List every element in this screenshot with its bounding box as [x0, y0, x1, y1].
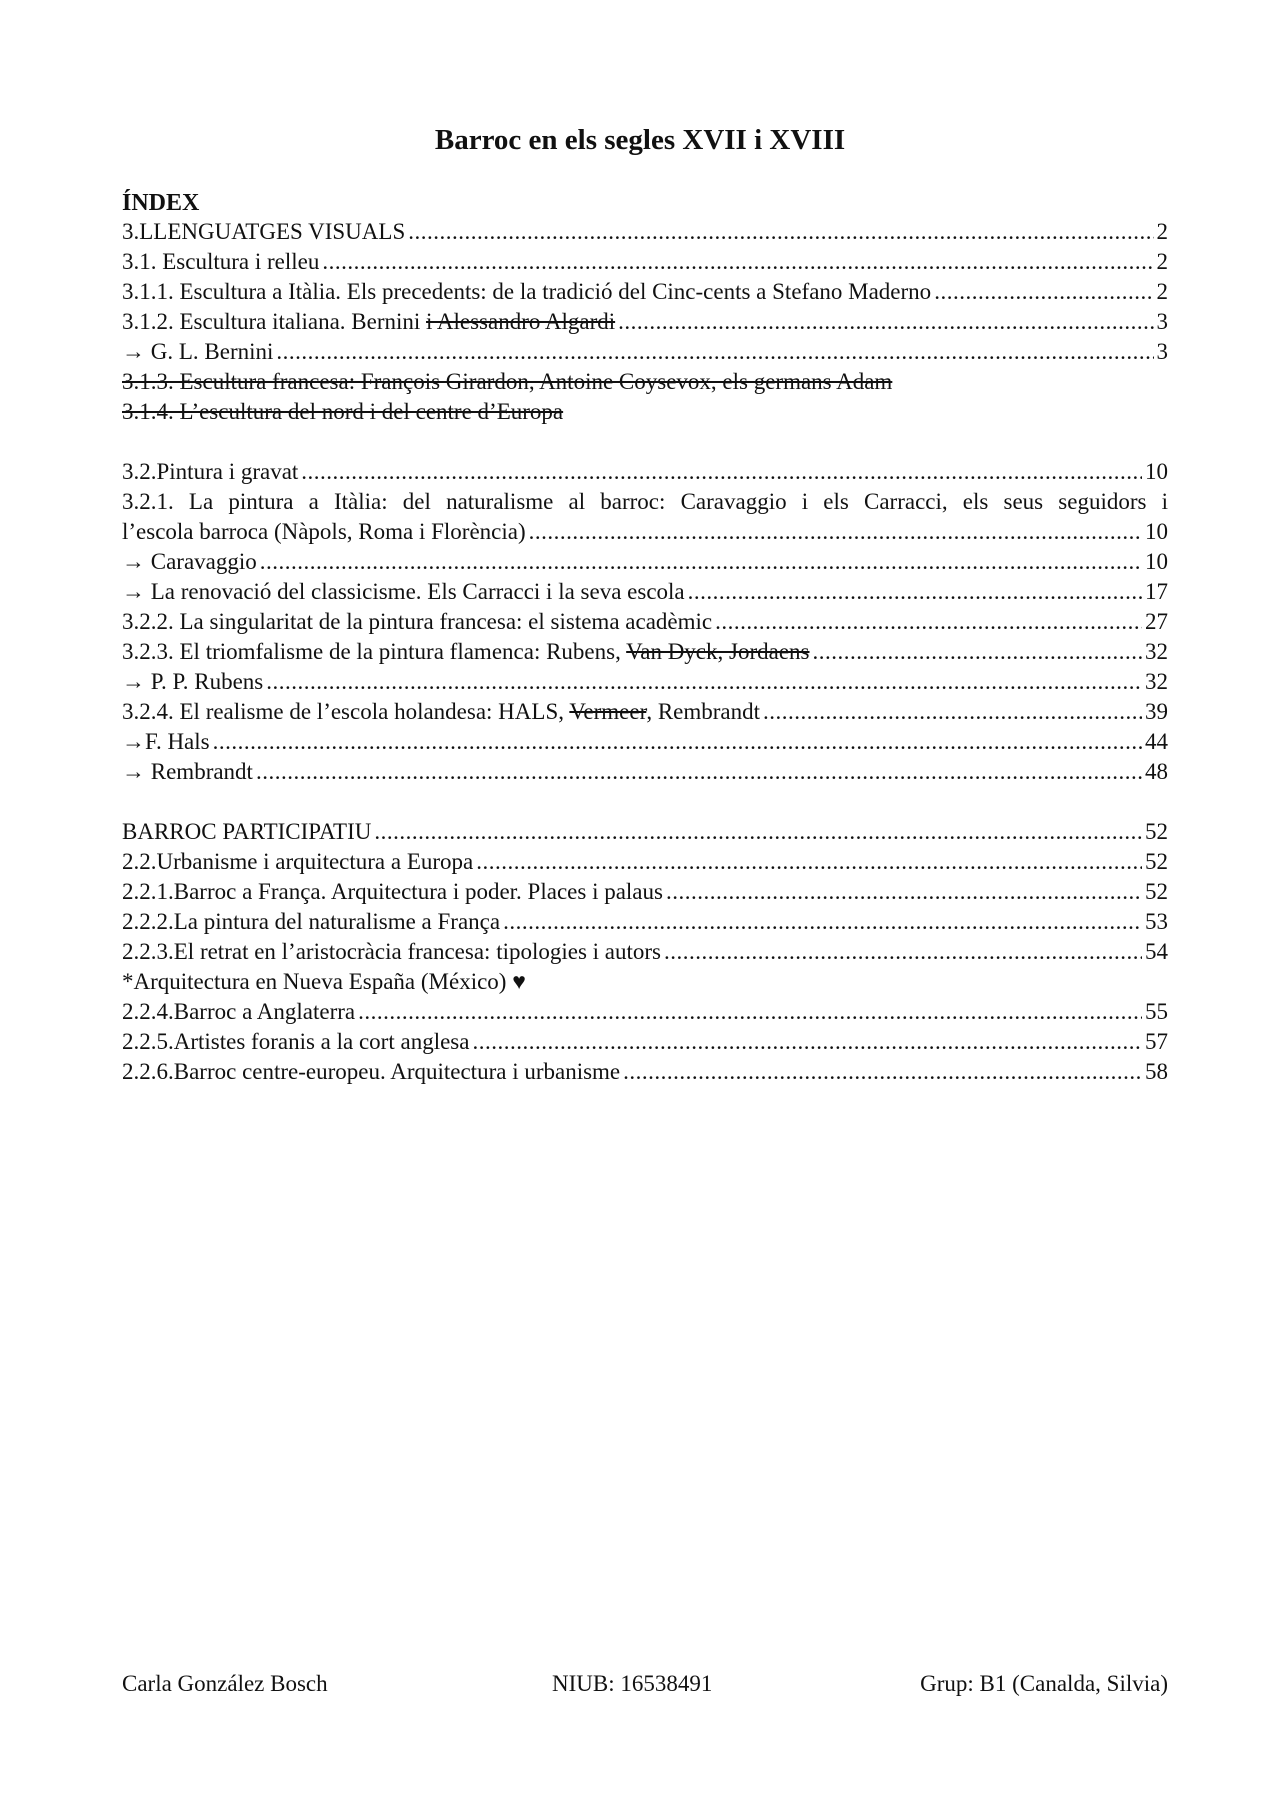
toc-entry-text: → Caravaggio — [122, 549, 257, 574]
toc-entry[interactable] — [122, 637, 1168, 667]
toc-entry-page: 39 — [1145, 699, 1168, 724]
toc-entry[interactable] — [122, 1057, 1168, 1087]
toc-leader — [472, 1027, 1142, 1057]
toc-entry-page: 53 — [1145, 909, 1168, 934]
toc-entry[interactable] — [122, 727, 1168, 757]
toc-entry-text: 3.1.4. L’escultura del nord i del centre d’Europa — [122, 399, 564, 424]
toc-entry-text: BARROC PARTICIPATIU — [122, 819, 372, 844]
toc-leader — [276, 337, 1153, 367]
toc-leader — [322, 247, 1153, 277]
toc-entry-text — [122, 637, 810, 667]
toc-entry-main-text: 3.1.2. Escultura italiana. Bernini — [122, 309, 427, 334]
struck-text: Vermeer — [569, 699, 647, 724]
toc-leader — [374, 817, 1142, 847]
toc-leader — [529, 517, 1142, 547]
footer-niub: NIUB: 16538491 — [552, 1671, 713, 1696]
toc-entry[interactable] — [122, 1027, 1168, 1057]
toc-entry-text: → P. P. Rubens — [122, 669, 264, 694]
toc-entry-text: 3.1.3. Escultura francesa: François Girardon, Antoine Coysevox, els germans Adam — [122, 369, 893, 394]
toc-entry[interactable] — [122, 757, 1168, 787]
toc-entry[interactable] — [122, 577, 1168, 607]
section-gap — [122, 787, 1168, 817]
toc-entry-page: 48 — [1145, 759, 1168, 784]
toc-leader — [260, 547, 1142, 577]
toc-entry[interactable] — [122, 277, 1168, 307]
toc-entry-text: 3.LLENGUATGES VISUALS — [122, 219, 406, 244]
toc-entry[interactable] — [122, 517, 1168, 547]
toc-entry[interactable] — [122, 667, 1168, 697]
toc-entry-page: 58 — [1145, 1059, 1168, 1084]
toc-entry-page: 3 — [1156, 339, 1168, 364]
toc-entry-text: →F. Hals — [122, 729, 210, 754]
toc-entry-page: 54 — [1145, 939, 1168, 964]
toc-leader — [476, 847, 1142, 877]
toc-entry-page: 32 — [1145, 639, 1168, 664]
toc-entry-text: → Rembrandt — [122, 759, 253, 784]
toc-leader — [664, 937, 1142, 967]
toc-entry-page: 55 — [1145, 999, 1168, 1024]
footer-author: Carla González Bosch — [122, 1671, 328, 1696]
toc-leader — [618, 307, 1153, 337]
toc-entry[interactable] — [122, 307, 1168, 337]
document-title: Barroc en els segles XVII i XVIII — [434, 124, 846, 156]
toc-leader — [256, 757, 1142, 787]
toc-entry-text: 2.2.3.El retrat en l’aristocràcia francesa: tipologies i autors — [122, 939, 662, 964]
toc-entry[interactable] — [122, 607, 1168, 637]
toc-leader — [266, 667, 1142, 697]
toc-entry-multiline[interactable] — [122, 487, 1168, 517]
toc-leader — [715, 607, 1142, 637]
toc-entry[interactable] — [122, 547, 1168, 577]
toc-entry-page: 27 — [1145, 609, 1168, 634]
toc-leader — [623, 1057, 1142, 1087]
toc-entry-text: 3.1. Escultura i relleu — [122, 249, 320, 274]
toc-entry-page: 2 — [1156, 219, 1168, 244]
toc-entry-page: 44 — [1145, 729, 1168, 754]
toc-leader — [408, 217, 1153, 247]
toc-entry-page: 2 — [1156, 249, 1168, 274]
toc-entry-page: 17 — [1145, 579, 1168, 604]
toc-entry-page: 52 — [1145, 819, 1168, 844]
toc-entry-text: 2.2.Urbanisme i arquitectura a Europa — [122, 849, 474, 874]
toc-entry-text: 2.2.1.Barroc a França. Arquitectura i poder. Places i palaus — [122, 879, 663, 904]
toc-leader — [503, 907, 1142, 937]
toc-entry-page: 52 — [1145, 849, 1168, 874]
toc-entry-after-text: , Rembrandt — [646, 699, 761, 724]
toc-leader — [301, 457, 1142, 487]
toc-entry[interactable] — [122, 247, 1168, 277]
toc-leader — [213, 727, 1142, 757]
toc-entry-main-text: 3.2.3. El triomfalisme de la pintura flamenca: Rubens, — [122, 639, 627, 664]
toc-entry-text: 2.2.6.Barroc centre-europeu. Arquitectura i urbanisme — [122, 1059, 621, 1084]
toc-entry[interactable] — [122, 817, 1168, 847]
toc-entry[interactable] — [122, 997, 1168, 1027]
footer-group: Grup: B1 (Canalda, Silvia) — [920, 1671, 1168, 1696]
toc-entry[interactable] — [122, 847, 1168, 877]
index-heading: ÍNDEX — [122, 190, 200, 216]
toc-entry[interactable] — [122, 457, 1168, 487]
toc-entry[interactable] — [122, 967, 1168, 997]
toc-entry-text: *Arquitectura en Nueva España (México) ♥ — [122, 969, 526, 994]
toc-entry[interactable] — [122, 937, 1168, 967]
toc-entry-text: 3.2.2. La singularitat de la pintura francesa: el sistema acadèmic — [122, 609, 713, 634]
toc-entry[interactable] — [122, 877, 1168, 907]
toc-entry-text — [122, 307, 615, 337]
toc-entry-text: 2.2.4.Barroc a Anglaterra — [122, 999, 356, 1024]
toc-entry[interactable] — [122, 697, 1168, 727]
struck-text: i Alessandro Algardi — [426, 309, 616, 334]
toc-entry-text: 2.2.2.La pintura del naturalisme a França — [122, 909, 501, 934]
toc-entry-struck[interactable] — [122, 397, 1168, 427]
toc-entry-text — [122, 697, 760, 727]
page-footer — [122, 1669, 1168, 1703]
toc-leader — [813, 637, 1143, 667]
toc-entry-text: 2.2.5.Artistes foranis a la cort anglesa — [122, 1029, 470, 1054]
toc-entry-page: 52 — [1145, 879, 1168, 904]
toc-leader — [934, 277, 1153, 307]
toc-entry-page: 57 — [1145, 1029, 1168, 1054]
toc-entry-page: 10 — [1145, 459, 1168, 484]
toc-entry-text: → G. L. Bernini — [122, 339, 274, 364]
toc-entry-text: 3.2.Pintura i gravat — [122, 459, 299, 484]
toc-entry-main-text: 3.2.4. El realisme de l’escola holandesa: HALS, — [122, 699, 570, 724]
toc-entry-text: l’escola barroca (Nàpols, Roma i Florència) — [122, 519, 526, 544]
toc-entry-text: → La renovació del classicisme. Els Carracci i la seva escola — [122, 579, 685, 604]
toc-entry-page: 10 — [1145, 549, 1168, 574]
section-gap — [122, 427, 1168, 457]
toc-entry[interactable] — [122, 337, 1168, 367]
toc-leader — [358, 997, 1142, 1027]
toc-entry-text: 3.1.1. Escultura a Itàlia. Els precedents: de la tradició del Cinc-cents a Stefano Maderno — [122, 279, 932, 304]
toc-entry-struck[interactable] — [122, 367, 1168, 397]
toc-entry-text: 3.2.1. La pintura a Itàlia: del naturalisme al barroc: Caravaggio i els Carracci, els seus seguidors i — [122, 489, 1168, 514]
toc-leader — [763, 697, 1142, 727]
toc-leader — [688, 577, 1142, 607]
toc-entry-page: 2 — [1156, 279, 1168, 304]
toc-entry[interactable] — [122, 907, 1168, 937]
toc-entry[interactable] — [122, 217, 1168, 247]
toc-entry-page: 3 — [1156, 309, 1168, 334]
toc-entry-page: 32 — [1145, 669, 1168, 694]
toc-leader — [666, 877, 1142, 907]
table-of-contents — [122, 189, 1168, 1087]
toc-entry-page: 10 — [1145, 519, 1168, 544]
struck-text: Van Dyck, Jordaens — [626, 639, 810, 664]
